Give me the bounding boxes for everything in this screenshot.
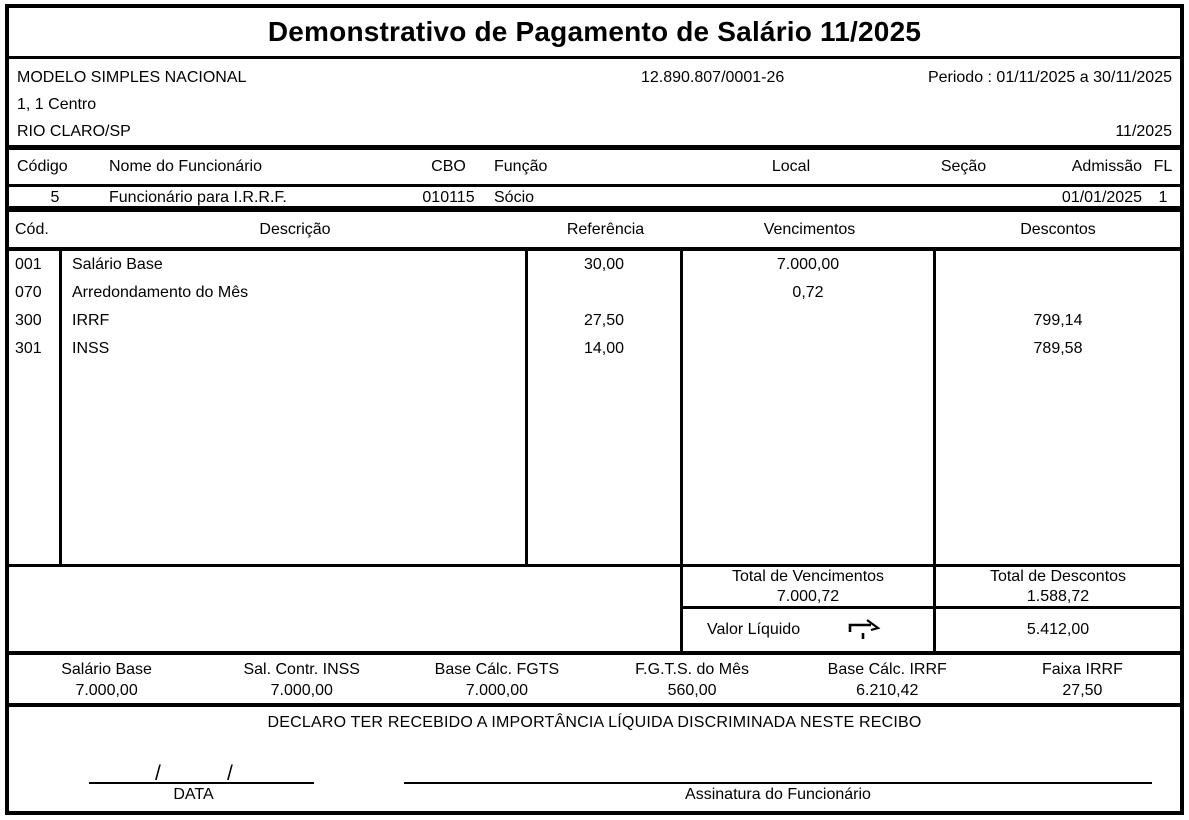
valor-liquido-arrow-icon	[846, 616, 884, 645]
employee-cbo: 010115	[422, 189, 475, 206]
reference-month: 11/2025	[1115, 123, 1172, 140]
summary-col-fgts-do-mes	[595, 659, 790, 703]
payment-item-row	[9, 335, 1180, 363]
summary-label: Faixa IRRF	[1041, 661, 1123, 678]
signature-label: Assinatura do Funcionário	[685, 786, 871, 803]
company-cnpj: 12.890.807/0001-26	[641, 69, 785, 86]
net-pay-value: 5.412,00	[1026, 621, 1090, 638]
summary-label: Base Cálc. FGTS	[434, 661, 560, 678]
total-earnings-label: Total de Vencimentos	[731, 567, 885, 585]
date-fill-in-line	[89, 757, 314, 784]
page-title: Demonstrativo de Pagamento de Salário 11/2025	[267, 16, 922, 47]
payslip-document	[5, 4, 1184, 815]
payment-items	[9, 251, 1180, 564]
item-earning: 7.000,00	[683, 251, 936, 279]
item-description: Salário Base	[62, 251, 528, 279]
item-code: 001	[9, 251, 62, 279]
company-row-1	[9, 64, 1180, 91]
net-pay-label: Valor Líquido	[707, 621, 801, 638]
summary-value: 6.210,42	[856, 682, 919, 699]
company-row-3	[9, 118, 1180, 145]
item-description: INSS	[62, 335, 528, 363]
date-slash: /	[155, 762, 161, 785]
employee-header-code: Código	[17, 158, 68, 175]
payment-table	[9, 212, 1180, 655]
pay-period: Periodo : 01/11/2025 a 30/11/2025	[927, 69, 1172, 86]
payment-header-row	[9, 212, 1180, 251]
company-header	[9, 59, 1180, 150]
title-bar	[9, 8, 1180, 59]
employee-header-fl: FL	[1153, 158, 1173, 175]
payment-item-row	[9, 279, 1180, 307]
payment-item-row	[9, 307, 1180, 335]
summary-col-faixa-irrf	[985, 659, 1180, 703]
summary-value: 7.000,00	[75, 682, 138, 699]
totals-empty-cell	[9, 567, 683, 651]
employee-admission: 01/01/2025	[1061, 189, 1142, 206]
item-code: 070	[9, 279, 62, 307]
total-deductions-label: Total de Descontos	[989, 567, 1127, 585]
item-reference: 30,00	[528, 251, 683, 279]
item-code: 301	[9, 335, 62, 363]
employee-header-admission: Admissão	[1071, 158, 1142, 175]
payment-header-reference: Referência	[566, 220, 645, 238]
summary-value: 7.000,00	[270, 682, 333, 699]
summary-value: 7.000,00	[465, 682, 529, 699]
employee-header-row	[9, 150, 1180, 187]
signature-line	[404, 757, 1152, 784]
total-earnings-value: 7.000,72	[776, 587, 840, 605]
employee-name: Funcionário para I.R.R.F.	[109, 189, 287, 206]
summary-label: F.G.T.S. do Mês	[635, 661, 749, 678]
summary-label: Sal. Contr. INSS	[243, 661, 360, 678]
item-reference	[528, 279, 683, 307]
employee-code: 5	[50, 189, 60, 206]
employee-role: Sócio	[494, 189, 535, 206]
item-description: IRRF	[62, 307, 528, 335]
summary-label: Salário Base	[61, 661, 152, 678]
date-slash: /	[227, 762, 233, 785]
bases-summary	[9, 655, 1180, 707]
net-pay-label-cell	[683, 609, 936, 651]
employee-header-name: Nome do Funcionário	[109, 158, 262, 175]
payment-header-code: Cód.	[15, 220, 49, 238]
item-earning	[683, 335, 936, 363]
employee-data-row	[9, 187, 1180, 209]
total-deductions-value: 1.588,72	[1026, 587, 1090, 605]
totals-section	[9, 564, 1180, 651]
total-deductions-cell	[936, 567, 1180, 609]
summary-label: Base Cálc. IRRF	[827, 661, 947, 678]
item-reference: 14,00	[528, 335, 683, 363]
company-city: RIO CLARO/SP	[17, 123, 131, 140]
employee-table	[9, 150, 1180, 212]
net-pay-value-cell	[936, 609, 1180, 651]
employee-header-role: Função	[494, 158, 548, 175]
item-deduction: 799,14	[1033, 312, 1083, 329]
employee-header-local: Local	[771, 158, 811, 175]
summary-col-base-calc-fgts	[399, 659, 594, 703]
item-code: 300	[9, 307, 62, 335]
summary-col-sal-contr-inss	[204, 659, 399, 703]
item-earning: 0,72	[683, 279, 936, 307]
company-address: 1, 1 Centro	[17, 96, 97, 113]
employee-fl: 1	[1158, 189, 1168, 206]
summary-col-salario-base	[9, 659, 204, 703]
item-deduction: 789,58	[1033, 340, 1083, 357]
payment-header-earnings: Vencimentos	[763, 220, 856, 238]
item-earning	[683, 307, 936, 335]
item-description: Arredondamento do Mês	[62, 279, 528, 307]
total-earnings-cell	[683, 567, 936, 609]
payment-items-filler	[9, 363, 1180, 564]
payment-header-description: Descrição	[259, 220, 331, 238]
company-name: MODELO SIMPLES NACIONAL	[17, 69, 247, 86]
payment-header-deductions: Descontos	[1020, 220, 1096, 238]
item-reference: 27,50	[528, 307, 683, 335]
summary-value: 560,00	[667, 682, 717, 699]
summary-col-base-calc-irrf	[790, 659, 985, 703]
summary-value: 27,50	[1062, 682, 1103, 699]
employee-header-section: Seção	[940, 158, 987, 175]
declaration-section	[9, 707, 1180, 811]
company-row-2	[9, 91, 1180, 118]
date-label: DATA	[173, 786, 214, 803]
declaration-text: DECLARO TER RECEBIDO A IMPORTÂNCIA LÍQUIDA DISCRIMINADA NESTE RECIBO	[267, 714, 922, 731]
payment-item-row	[9, 251, 1180, 279]
employee-header-cbo: CBO	[431, 158, 466, 175]
